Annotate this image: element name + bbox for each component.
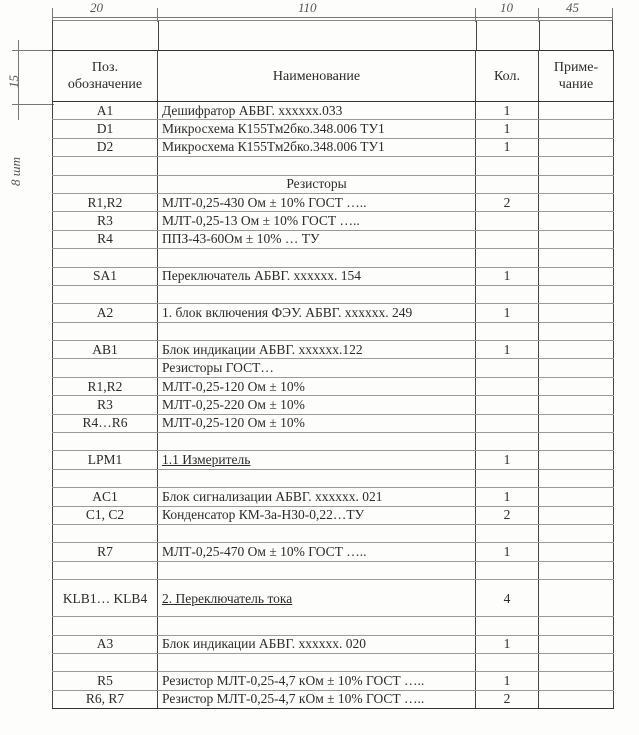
cell-name: Микросхема К155Тм2бко.348.006 ТУ1	[158, 138, 476, 156]
cell-note	[539, 138, 614, 156]
cell-name: Переключатель АБВГ. xxxxxx. 154	[158, 267, 476, 285]
side-note: 8 шт	[8, 157, 23, 186]
cell-position: A3	[53, 635, 158, 653]
table-row	[53, 193, 614, 211]
cell-note	[539, 285, 614, 303]
table-row	[53, 451, 614, 469]
cell-quantity	[476, 230, 539, 248]
cell-note	[539, 322, 614, 340]
cell-name-text: 1.1 Измеритель	[162, 452, 251, 468]
table-row	[53, 249, 614, 267]
table-row	[53, 175, 614, 193]
cell-name: МЛТ-0,25-220 Ом ± 10%	[158, 396, 476, 414]
table-header-row	[53, 51, 614, 102]
table-row	[53, 653, 614, 671]
cell-position: R4	[53, 230, 158, 248]
cell-position	[53, 433, 158, 451]
cell-position	[53, 469, 158, 487]
cell-name	[158, 580, 476, 617]
cell-position: D2	[53, 138, 158, 156]
cell-position: A2	[53, 304, 158, 322]
cell-name: Резистор МЛТ-0,25-4,7 кОм ± 10% ГОСТ …..	[158, 690, 476, 708]
cell-quantity	[476, 433, 539, 451]
side-tick	[12, 104, 54, 105]
cell-name	[158, 433, 476, 451]
table-row	[53, 617, 614, 635]
cell-position: A1	[53, 102, 158, 120]
cell-note	[539, 506, 614, 524]
table-row	[53, 285, 614, 303]
cell-name: Резисторы ГОСТ…	[158, 359, 476, 377]
cell-position	[53, 561, 158, 579]
cell-note	[539, 690, 614, 708]
cell-quantity	[476, 249, 539, 267]
cell-name	[158, 469, 476, 487]
cell-position: LPM1	[53, 451, 158, 469]
table-row	[53, 102, 614, 120]
table-row	[53, 212, 614, 230]
table-row	[53, 543, 614, 561]
cell-quantity: 1	[476, 304, 539, 322]
cell-name: Блок сигнализации АБВГ. xxxxxx. 021	[158, 488, 476, 506]
dim-col3: 10	[500, 0, 513, 15]
cell-quantity: 1	[476, 138, 539, 156]
table-row	[53, 322, 614, 340]
cell-position: SA1	[53, 267, 158, 285]
cell-position	[53, 653, 158, 671]
cell-quantity	[476, 524, 539, 542]
cell-name	[158, 157, 476, 175]
header-quantity: Кол.	[476, 51, 539, 102]
cell-name	[158, 249, 476, 267]
cell-position: R5	[53, 672, 158, 690]
cell-position: AB1	[53, 341, 158, 359]
cell-quantity	[476, 377, 539, 395]
cell-name	[158, 451, 476, 469]
cell-quantity: 1	[476, 488, 539, 506]
cell-note	[539, 230, 614, 248]
header-position: Поз. обозначение	[53, 51, 158, 102]
table-row	[53, 414, 614, 432]
cell-quantity: 1	[476, 543, 539, 561]
cell-quantity	[476, 212, 539, 230]
cell-quantity	[476, 414, 539, 432]
cell-position	[53, 157, 158, 175]
table-row	[53, 488, 614, 506]
cell-name: МЛТ-0,25-120 Ом ± 10%	[158, 377, 476, 395]
specification-table	[52, 50, 614, 709]
cell-note	[539, 304, 614, 322]
cell-position	[53, 249, 158, 267]
table-row	[53, 524, 614, 542]
cell-name	[158, 561, 476, 579]
table-row	[53, 341, 614, 359]
cell-name: ППЗ-43-60Ом ± 10% … ТУ	[158, 230, 476, 248]
cell-position	[53, 322, 158, 340]
dim-col1: 20	[90, 0, 103, 15]
table-row	[53, 157, 614, 175]
table-row	[53, 138, 614, 156]
cell-name: 1. блок включения ФЭУ. АБВГ. xxxxxx. 249	[158, 304, 476, 322]
cell-quantity: 2	[476, 690, 539, 708]
cell-name: Блок индикации АБВГ. xxxxxx. 020	[158, 635, 476, 653]
cell-quantity: 1	[476, 102, 539, 120]
cell-position: C1, C2	[53, 506, 158, 524]
table-row	[53, 359, 614, 377]
cell-name: Резистор МЛТ-0,25-4,7 кОм ± 10% ГОСТ …..	[158, 672, 476, 690]
cell-note	[539, 488, 614, 506]
cell-name: МЛТ-0,25-470 Ом ± 10% ГОСТ …..	[158, 543, 476, 561]
cell-position	[53, 285, 158, 303]
table-row	[53, 580, 614, 617]
table-row	[53, 433, 614, 451]
cell-name	[158, 285, 476, 303]
cell-note	[539, 451, 614, 469]
cell-note	[539, 377, 614, 395]
cell-name: Резисторы	[158, 175, 476, 193]
cell-note	[539, 359, 614, 377]
cell-note	[539, 524, 614, 542]
cell-note	[539, 543, 614, 561]
cell-name	[158, 524, 476, 542]
cell-quantity: 2	[476, 193, 539, 211]
cell-quantity	[476, 653, 539, 671]
cell-name: Дешифратор АБВГ. xxxxxx.033	[158, 102, 476, 120]
cell-position: R3	[53, 212, 158, 230]
side-dim-height: 15	[6, 75, 21, 88]
cell-note	[539, 175, 614, 193]
cell-quantity	[476, 285, 539, 303]
cell-position	[53, 175, 158, 193]
cell-position: R6, R7	[53, 690, 158, 708]
cell-position: R7	[53, 543, 158, 561]
table-row	[53, 304, 614, 322]
cell-quantity	[476, 322, 539, 340]
cell-position	[53, 359, 158, 377]
cell-note	[539, 267, 614, 285]
cell-name: Микросхема К155Тм2бко.348.006 ТУ1	[158, 120, 476, 138]
cell-name-text: 2. Переключатель тока	[162, 590, 293, 606]
cell-quantity: 4	[476, 580, 539, 617]
table-row	[53, 690, 614, 708]
table-row	[53, 469, 614, 487]
cell-note	[539, 672, 614, 690]
cell-note	[539, 414, 614, 432]
header-note: Приме-чание	[539, 51, 614, 102]
cell-quantity: 2	[476, 506, 539, 524]
title-strip	[52, 20, 613, 50]
cell-quantity	[476, 617, 539, 635]
cell-quantity	[476, 359, 539, 377]
cell-name: МЛТ-0,25-120 Ом ± 10%	[158, 414, 476, 432]
cell-note	[539, 433, 614, 451]
cell-name: МЛТ-0,25-13 Ом ± 10% ГОСТ …..	[158, 212, 476, 230]
cell-name	[158, 617, 476, 635]
cell-quantity	[476, 469, 539, 487]
cell-quantity	[476, 157, 539, 175]
cell-quantity: 1	[476, 341, 539, 359]
table-row	[53, 672, 614, 690]
cell-name	[158, 653, 476, 671]
cell-position	[53, 617, 158, 635]
table-row	[53, 396, 614, 414]
cell-note	[539, 102, 614, 120]
cell-note	[539, 120, 614, 138]
cell-name	[158, 322, 476, 340]
cell-note	[539, 617, 614, 635]
cell-quantity: 1	[476, 635, 539, 653]
cell-quantity: 1	[476, 120, 539, 138]
side-tick	[12, 50, 54, 51]
cell-position: R3	[53, 396, 158, 414]
cell-quantity: 1	[476, 267, 539, 285]
cell-position: R4…R6	[53, 414, 158, 432]
cell-quantity	[476, 561, 539, 579]
dimension-line	[52, 17, 613, 18]
cell-position	[53, 524, 158, 542]
cell-note	[539, 469, 614, 487]
table-row	[53, 506, 614, 524]
dim-col2: 110	[298, 0, 317, 15]
cell-note	[539, 341, 614, 359]
cell-note	[539, 653, 614, 671]
cell-name: МЛТ-0,25-430 Ом ± 10% ГОСТ …..	[158, 193, 476, 211]
table-row	[53, 120, 614, 138]
cell-position: R1,R2	[53, 377, 158, 395]
cell-note	[539, 635, 614, 653]
cell-quantity: 1	[476, 672, 539, 690]
cell-note	[539, 193, 614, 211]
cell-note	[539, 212, 614, 230]
cell-name: Конденсатор КМ-3а-Н30-0,22…ТУ	[158, 506, 476, 524]
cell-note	[539, 396, 614, 414]
table-row	[53, 267, 614, 285]
cell-position: AC1	[53, 488, 158, 506]
table-row	[53, 377, 614, 395]
table-row	[53, 561, 614, 579]
table-row	[53, 230, 614, 248]
cell-note	[539, 561, 614, 579]
cell-quantity: 1	[476, 451, 539, 469]
cell-quantity	[476, 396, 539, 414]
header-name: Наименование	[158, 51, 476, 102]
cell-note	[539, 580, 614, 617]
cell-quantity	[476, 175, 539, 193]
cell-position: R1,R2	[53, 193, 158, 211]
cell-position: D1	[53, 120, 158, 138]
dim-col4: 45	[566, 0, 579, 15]
cell-note	[539, 249, 614, 267]
cell-note	[539, 157, 614, 175]
cell-position: KLB1… KLB4	[53, 580, 158, 617]
table-row	[53, 635, 614, 653]
cell-name: Блок индикации АБВГ. xxxxxx.122	[158, 341, 476, 359]
